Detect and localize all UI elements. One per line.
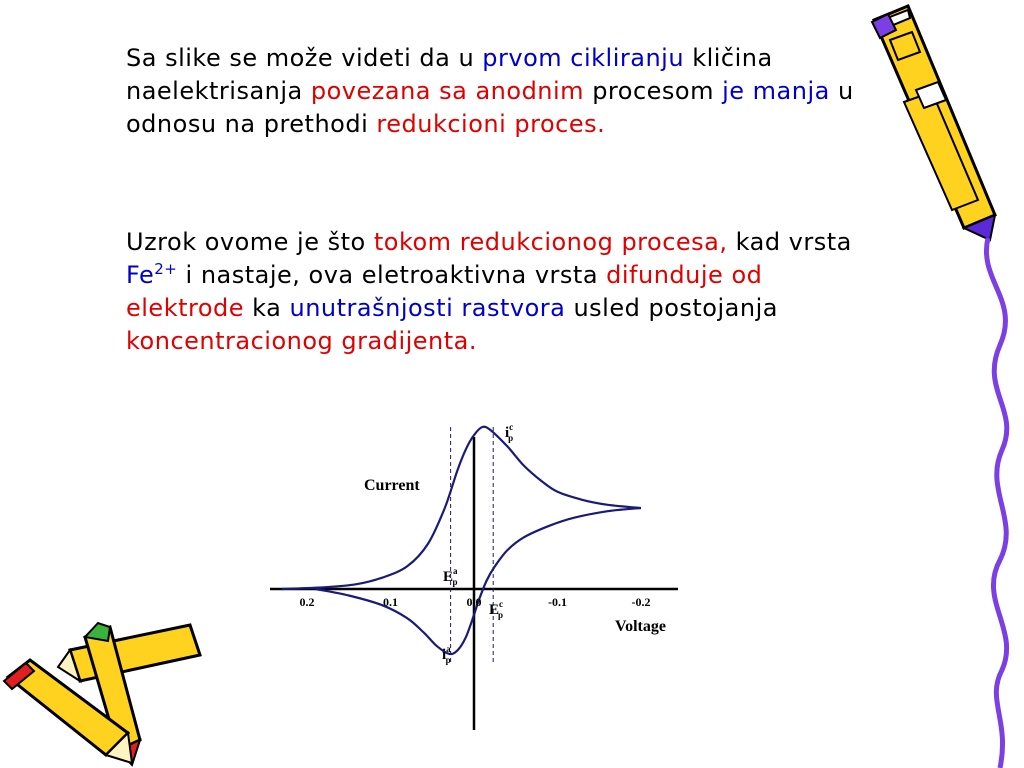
text-run: u odnosu na prethodi xyxy=(126,77,862,138)
x-axis-label: Voltage xyxy=(615,618,666,635)
text-run: kličina naelektrisanja xyxy=(126,44,781,105)
text-run: i nastaje, ova eletroaktivna vrsta xyxy=(177,261,607,289)
superscript: 2+ xyxy=(154,260,178,278)
text-run: tokom redukcionog procesa, xyxy=(373,228,728,256)
paragraph-1 xyxy=(126,42,886,141)
text-run: je manja xyxy=(722,77,830,105)
text-run: usled postojanja xyxy=(565,294,787,322)
text-run: procesom xyxy=(584,77,723,105)
cathodic-peak-potential-label: $E^c$ p xyxy=(489,599,504,620)
squiggle-line xyxy=(986,238,1006,768)
text-run: difunduje od elektrode xyxy=(126,261,771,322)
pencil-decoration-left xyxy=(0,615,210,768)
x-tick-label: 0.2 xyxy=(299,595,315,609)
text-run: ka xyxy=(244,294,290,322)
cyclic-voltammogram xyxy=(260,415,700,735)
text-run: redukcioni proces. xyxy=(376,110,606,138)
text-run: Fe xyxy=(126,261,155,289)
text-run: povezana sa anodnim xyxy=(310,77,585,105)
x-tick-label: 0.1 xyxy=(383,595,398,609)
x-tick-label: -0.1 xyxy=(548,595,567,609)
text-run: Sa slike se može videti da u xyxy=(126,44,483,72)
y-axis-label: Current xyxy=(364,477,420,494)
reverse-scan-curve xyxy=(315,508,641,654)
text-run: unutrašnjosti rastvora xyxy=(289,294,566,322)
pencil-icon xyxy=(872,6,995,240)
pencil-decoration-right xyxy=(860,0,1024,768)
forward-scan-curve xyxy=(282,427,641,589)
crayon-icon xyxy=(58,625,200,681)
text-run: Uzrok ovome je što xyxy=(126,228,374,256)
text-run: prvom cikliranju xyxy=(482,44,685,72)
anodic-peak-current-label: $i^a$ p xyxy=(442,644,451,665)
x-tick-label: -0.2 xyxy=(631,595,651,609)
x-tick-label: 0.0 xyxy=(466,595,482,609)
text-run: kad vrsta xyxy=(727,228,860,256)
paragraph-2 xyxy=(126,226,886,358)
cathodic-peak-current-label: $i^c$ p xyxy=(505,422,514,443)
text-run: koncentracionog gradijenta. xyxy=(126,327,477,355)
anodic-peak-potential-label: $E^a$ p xyxy=(443,566,458,587)
